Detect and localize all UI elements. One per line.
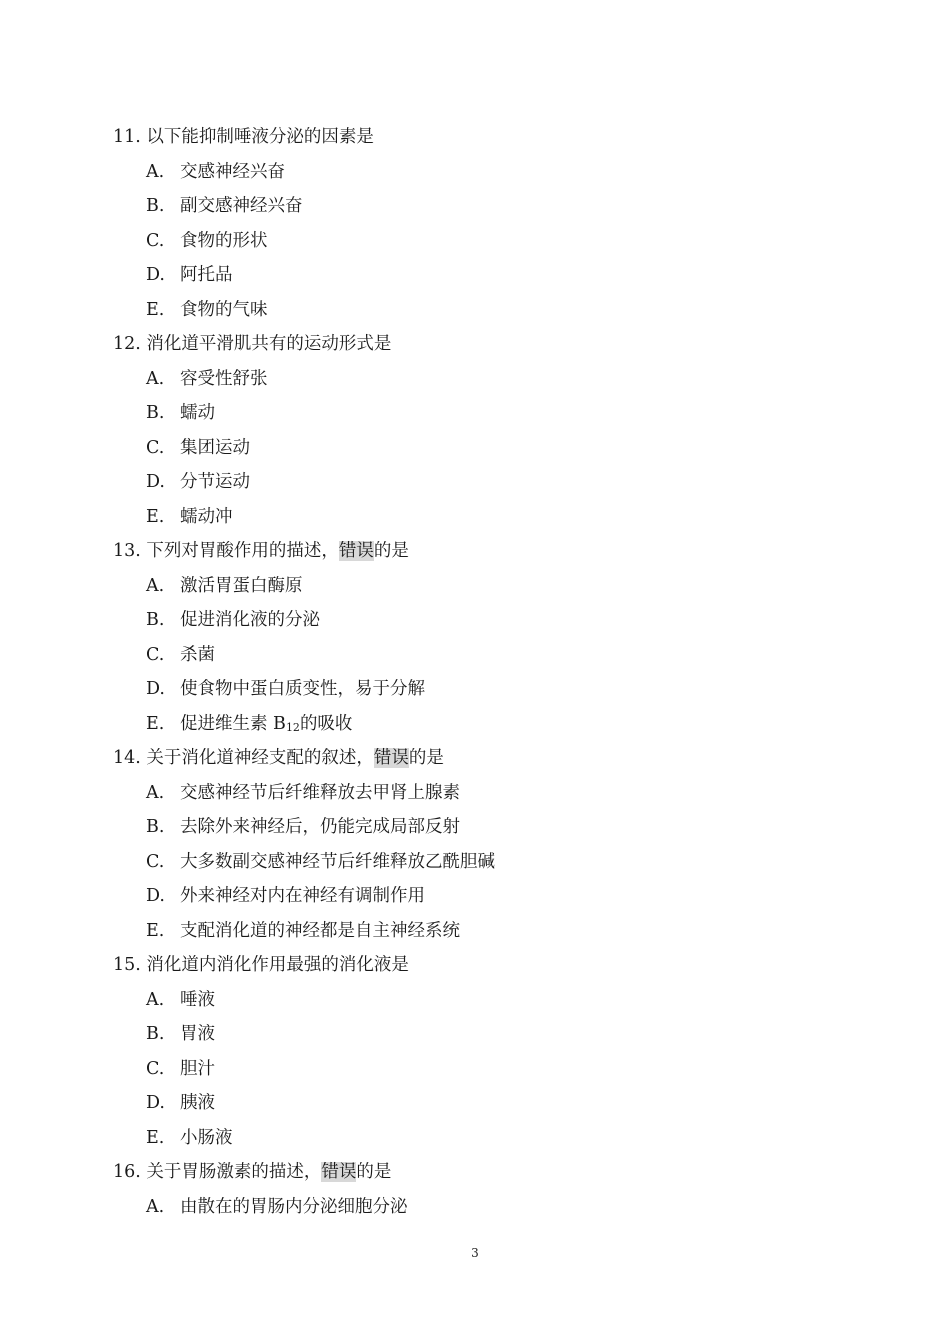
option-text-end: 的吸收 xyxy=(299,713,353,734)
answer-option xyxy=(113,500,873,535)
option-text: 外来神经对内在神经有调制作用 xyxy=(180,886,425,906)
option-letter: A. xyxy=(146,575,165,596)
question-text: 关于消化道神经支配的叙述， xyxy=(146,748,374,768)
option-letter: E. xyxy=(146,920,165,941)
question-text: 消化道平滑肌共有的运动形式是 xyxy=(146,334,392,354)
answer-option xyxy=(113,845,873,880)
option-text: 唾液 xyxy=(180,989,215,1010)
option-letter: C. xyxy=(146,230,165,251)
option-letter: B. xyxy=(146,817,165,837)
option-letter: A. xyxy=(146,161,165,182)
answer-option xyxy=(113,810,873,845)
answer-option xyxy=(113,776,873,811)
option-text: 副交感神经兴奋 xyxy=(180,196,303,216)
option-text: 胰液 xyxy=(180,1093,215,1113)
option-text: 集团运动 xyxy=(180,437,250,458)
answer-option xyxy=(113,914,873,949)
option-letter: C. xyxy=(146,644,165,665)
highlighted-keyword: 错误 xyxy=(373,748,409,768)
option-text: 容受性舒张 xyxy=(180,368,268,389)
question-stem xyxy=(113,948,873,983)
question-number: 12. xyxy=(113,334,141,354)
option-text: 蠕动 xyxy=(180,403,215,423)
answer-option xyxy=(113,1017,873,1052)
answer-option xyxy=(113,362,873,397)
option-letter: E. xyxy=(146,713,165,734)
question-stem xyxy=(113,120,873,155)
option-text: 阿托品 xyxy=(180,265,233,285)
answer-option xyxy=(113,1052,873,1087)
option-letter: E. xyxy=(146,1127,165,1148)
option-text: 促进消化液的分泌 xyxy=(180,610,320,630)
option-letter: A. xyxy=(146,368,165,389)
option-letter: D. xyxy=(146,472,165,492)
answer-option xyxy=(113,1190,873,1225)
option-letter: B. xyxy=(146,610,165,630)
answer-option xyxy=(113,396,873,431)
answer-option xyxy=(113,603,873,638)
question-text: 关于胃肠激素的描述， xyxy=(146,1162,322,1182)
option-letter: D. xyxy=(146,1093,165,1113)
option-letter: C. xyxy=(146,437,165,458)
answer-option xyxy=(113,879,873,914)
option-text: 大多数副交感神经节后纤维释放乙酰胆碱 xyxy=(180,851,495,872)
option-letter: C. xyxy=(146,851,165,872)
option-letter: D. xyxy=(146,265,165,285)
question-text-end: 的是 xyxy=(408,748,444,768)
answer-option xyxy=(113,638,873,673)
question-number: 15. xyxy=(113,955,141,975)
option-text: 蠕动冲 xyxy=(180,506,233,527)
question-number: 14. xyxy=(113,748,141,768)
option-letter: A. xyxy=(146,1196,165,1217)
option-letter: A. xyxy=(146,782,165,803)
option-letter: C. xyxy=(146,1058,165,1079)
answer-option xyxy=(113,707,873,742)
answer-option xyxy=(113,465,873,500)
option-letter: E. xyxy=(146,506,165,527)
option-text: 激活胃蛋白酶原 xyxy=(180,575,303,596)
option-text: 分节运动 xyxy=(180,472,250,492)
question-number: 13. xyxy=(113,541,141,561)
option-text: 胆汁 xyxy=(180,1058,215,1079)
question-stem xyxy=(113,741,873,776)
highlighted-keyword: 错误 xyxy=(338,541,374,561)
option-text: 小肠液 xyxy=(180,1127,233,1148)
highlighted-keyword: 错误 xyxy=(321,1162,357,1182)
answer-option xyxy=(113,672,873,707)
answer-option xyxy=(113,258,873,293)
option-subscript: 12 xyxy=(285,720,300,734)
question-text-end: 的是 xyxy=(356,1162,392,1182)
option-letter: A. xyxy=(146,989,165,1010)
option-text: 食物的气味 xyxy=(180,299,268,320)
question-number: 16. xyxy=(113,1162,141,1182)
option-text: 去除外来神经后，仍能完成局部反射 xyxy=(180,817,460,837)
option-text: 支配消化道的神经都是自主神经系统 xyxy=(180,920,460,941)
page-number: 3 xyxy=(471,1246,479,1260)
question-text-end: 的是 xyxy=(373,541,409,561)
question-text: 下列对胃酸作用的描述， xyxy=(146,541,339,561)
question-stem xyxy=(113,327,873,362)
option-text: 杀菌 xyxy=(180,644,215,665)
answer-option xyxy=(113,293,873,328)
option-letter: B. xyxy=(146,403,165,423)
option-letter: B. xyxy=(146,196,165,216)
option-text: 由散在的胃肠内分泌细胞分泌 xyxy=(180,1196,408,1217)
option-text: 胃液 xyxy=(180,1024,215,1044)
answer-option xyxy=(113,224,873,259)
option-letter: D. xyxy=(146,886,165,906)
option-text: 交感神经节后纤维释放去甲肾上腺素 xyxy=(180,782,460,803)
answer-option xyxy=(113,431,873,466)
answer-option xyxy=(113,189,873,224)
option-letter: B. xyxy=(146,1024,165,1044)
question-text: 消化道内消化作用最强的消化液是 xyxy=(146,955,409,975)
option-text: 交感神经兴奋 xyxy=(180,161,285,182)
question-number: 11. xyxy=(113,127,141,147)
option-text: 使食物中蛋白质变性，易于分解 xyxy=(180,679,425,699)
answer-option xyxy=(113,1121,873,1156)
option-text: 促进维生素 B xyxy=(180,713,286,734)
question-text: 以下能抑制唾液分泌的因素是 xyxy=(146,127,374,147)
question-stem xyxy=(113,534,873,569)
answer-option xyxy=(113,983,873,1018)
answer-option xyxy=(113,569,873,604)
option-letter: D. xyxy=(146,679,165,699)
question-stem xyxy=(113,1155,873,1190)
answer-option xyxy=(113,155,873,190)
option-text: 食物的形状 xyxy=(180,230,268,251)
answer-option xyxy=(113,1086,873,1121)
question-list xyxy=(113,120,873,1224)
option-letter: E. xyxy=(146,299,165,320)
